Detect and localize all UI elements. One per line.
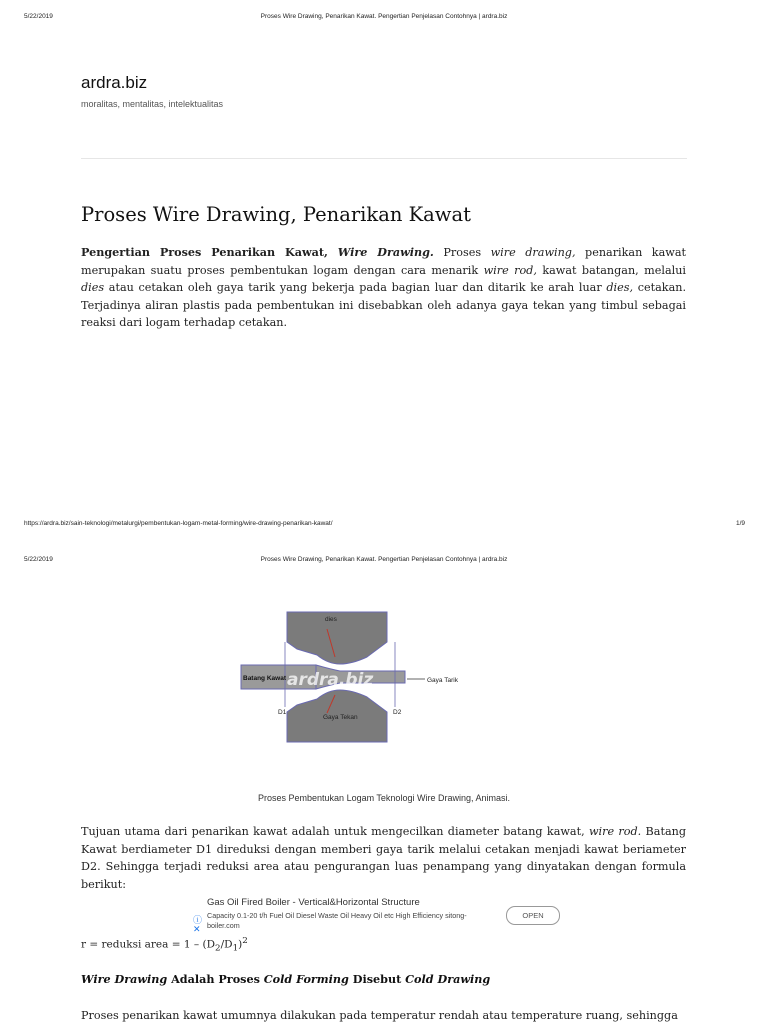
figure-caption: Proses Pembentukan Logam Teknologi Wire Drawing, Animasi. xyxy=(258,793,510,803)
header-divider xyxy=(81,158,687,159)
upper-die xyxy=(287,612,387,664)
site-title[interactable]: ardra.biz xyxy=(81,73,148,92)
print-url: https://ardra.biz/sain-teknologi/metalurgi/pembentukan-logam-metal-forming/wire-drawing-penarikan-kawat/ xyxy=(24,520,333,527)
ad-description: Capacity 0.1-20 t/h Fuel Oil Diesel Waste Oil Heavy Oil etc High Efficiency sitong-boiler.com xyxy=(207,911,467,930)
ad-info-icon[interactable]: ⓘ xyxy=(193,916,203,926)
print-date: 5/22/2019 xyxy=(24,13,53,20)
print-date-2: 5/22/2019 xyxy=(24,556,53,563)
intro-paragraph: Pengertian Proses Penarikan Kawat, Wire Drawing. Proses wire drawing, penarikan kawat merupakan suatu proses pembentukan logam dengan cara menarik wire rod, kawat batangan, melalui dies atau cetakan oleh gaya tarik yang bekerja pada bagian luar dan ditarik ke arah luar dies, cetakan. Terjadinya aliran plastis pada pembentukan ini disebabkan oleh adanya gaya tekan yang timbul sebagai reaksi dari logam terhadap cetakan. xyxy=(81,245,686,329)
label-d1: D1 xyxy=(278,709,287,716)
section-subheading: Wire Drawing Adalah Proses Cold Forming Disebut Cold Drawing xyxy=(81,972,491,986)
ad-title[interactable]: Gas Oil Fired Boiler - Vertical&Horizontal Structure xyxy=(207,897,420,908)
intro-bold: Pengertian Proses Penarikan Kawat, Wire Drawing. xyxy=(81,245,434,259)
print-page-number: 1/9 xyxy=(736,520,746,527)
paragraph-3: Proses penarikan kawat umumnya dilakukan pada temperatur rendah atau temperature ruang, sehingga xyxy=(81,1009,678,1022)
ad-close-icon[interactable]: ✕ xyxy=(193,925,201,935)
paragraph-2: Tujuan utama dari penarikan kawat adalah untuk mengecilkan diameter batang kawat, wire rod. Batang Kawat berdiameter D1 direduksi dengan memberi gaya tarik melalui cetakan menjadi kawat beriameter D2. Sehingga terjadi reduksi area atau pengurangan luas penampang yang dinyatakan dengan formula berikut: xyxy=(81,825,686,891)
ad-open-button[interactable]: OPEN xyxy=(506,906,560,925)
label-batang-kawat: Batang Kawat xyxy=(243,675,286,682)
label-dies: dies xyxy=(325,616,337,623)
post-title: Proses Wire Drawing, Penarikan Kawat xyxy=(81,203,471,226)
print-page-title: Proses Wire Drawing, Penarikan Kawat. Pengertian Penjelasan Contohnya | ardra.biz xyxy=(260,13,508,20)
label-gaya-tarik: Gaya Tarik xyxy=(427,677,458,684)
label-gaya-tekan: Gaya Tekan xyxy=(323,714,358,721)
reduction-formula: r = reduksi area = $1 - (D_2/D_1)^2$ xyxy=(81,936,248,954)
figure-watermark: ardra.biz xyxy=(287,670,374,690)
label-d2: D2 xyxy=(393,709,402,716)
wire-drawing-diagram xyxy=(235,607,475,747)
print-page-title-2: Proses Wire Drawing, Penarikan Kawat. Pengertian Penjelasan Contohnya | ardra.biz xyxy=(260,556,508,563)
site-tagline: moralitas, mentalitas, intelektualitas xyxy=(81,99,224,109)
ad-banner[interactable] xyxy=(191,893,571,935)
